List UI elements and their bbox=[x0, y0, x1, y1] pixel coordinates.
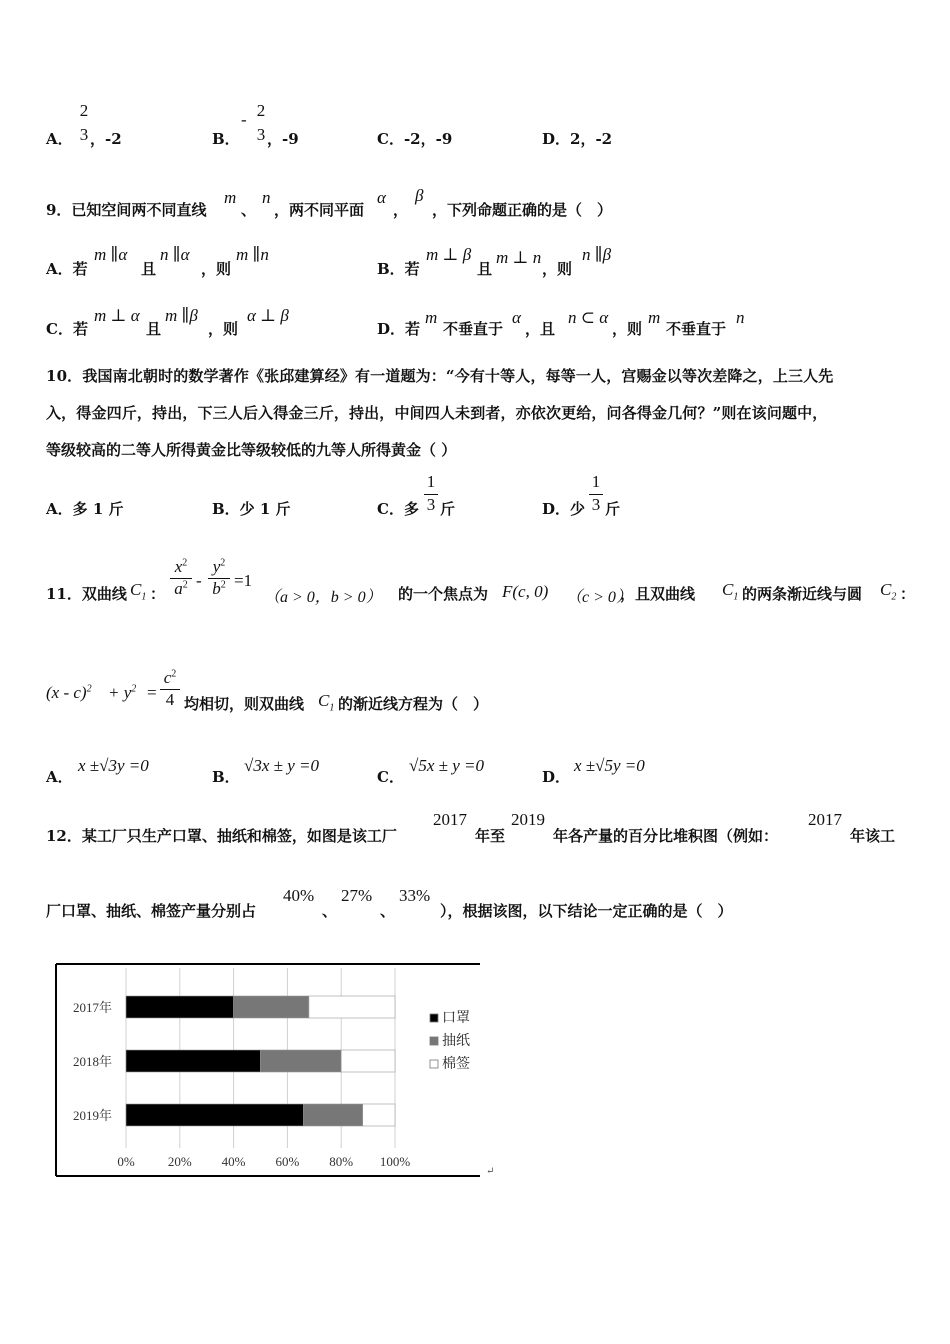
category-label: 2018年 bbox=[72, 1054, 112, 1069]
q9-d-label: D．若 bbox=[377, 320, 421, 338]
bar-segment bbox=[126, 996, 234, 1018]
q11-b-expr: √3x ± y =0 bbox=[244, 756, 319, 775]
q11-frac-y2b2: $\frac{y^2}{b^2}$ bbox=[208, 557, 230, 599]
q10-d-fraction bbox=[589, 472, 603, 515]
q8-b-fraction bbox=[254, 101, 268, 145]
x-tick-label: 40% bbox=[221, 1154, 246, 1169]
q11-eq2: = bbox=[147, 683, 157, 702]
q11-cond2: （c > 0） bbox=[566, 589, 632, 606]
chart-bars bbox=[126, 996, 395, 1126]
q12-l1d: 年该工 bbox=[850, 827, 896, 845]
q12-l1b: 年至 bbox=[475, 827, 506, 845]
q11-a-label: A． bbox=[46, 768, 73, 786]
x-tick-label: 0% bbox=[117, 1154, 135, 1169]
q9-d-t1: 不垂直于 bbox=[443, 320, 504, 338]
q11-b-label: B． bbox=[212, 768, 240, 786]
q9-b-and: 且 bbox=[477, 260, 493, 278]
q10-b: B．少 1 斤 bbox=[212, 500, 291, 518]
q11-text5: 的渐近线方程为（ ） bbox=[338, 695, 489, 713]
q12-y2017: 2017 bbox=[433, 810, 467, 829]
q10-d-unit: 斤 bbox=[605, 500, 621, 518]
bar-segment bbox=[126, 1104, 304, 1126]
q9-c-then: ，则 bbox=[208, 320, 239, 338]
q9-stem-2: ，两不同平面 bbox=[274, 201, 365, 219]
bar-segment bbox=[126, 1050, 261, 1072]
q9-d-c3: n ⊂ α bbox=[568, 308, 609, 327]
q9-c-c1: m ⊥ α bbox=[94, 306, 140, 325]
q9-b-c3: n ∥β bbox=[582, 245, 612, 264]
q11-text4: 均相切，则双曲线 bbox=[184, 695, 305, 713]
x-tick-label: 20% bbox=[167, 1154, 192, 1169]
bar-segment bbox=[341, 1050, 395, 1072]
q10-line3: 等级较高的二等人所得黄金比等级较低的九等人所得黄金（ ） bbox=[46, 441, 457, 459]
q12-p40: 40% bbox=[283, 886, 315, 905]
q12-l2b: ），根据该图，以下结论一定正确的是（ ） bbox=[440, 902, 733, 920]
q9-d-c4: m bbox=[648, 308, 661, 327]
q10-line1: 10．我国南北朝时的数学著作《张邱建算经》有一道题为：“今有十等人，每等一人，宫赐金以等次差降之，上三人先 bbox=[46, 367, 834, 385]
q11-c-label: C． bbox=[377, 768, 404, 786]
bar-segment bbox=[261, 1050, 342, 1072]
q12-l1a: 12．某工厂只生产口罩、抽纸和棉签，如图是该工厂 bbox=[46, 827, 397, 845]
category-label: 2019年 bbox=[72, 1108, 112, 1123]
q10-d-label: D．少 bbox=[542, 500, 586, 518]
q11-d-expr: x ±√5y =0 bbox=[574, 756, 645, 775]
q12-y2019: 2019 bbox=[511, 810, 545, 829]
legend-swatch bbox=[430, 1037, 438, 1045]
q11-c2: $C_2$ bbox=[880, 580, 897, 603]
q11-cond: （a > 0，b > 0） bbox=[264, 589, 382, 606]
stacked-bar-chart bbox=[50, 958, 500, 1183]
q10-c-label: C．多 bbox=[377, 500, 419, 518]
q9-c-c3: α ⊥ β bbox=[247, 306, 289, 325]
q9-d-c5: n bbox=[736, 308, 745, 327]
q9-d-c2: α bbox=[512, 308, 521, 327]
q12-l2a: 厂口罩、抽纸、棉签产量分别占 bbox=[46, 902, 257, 920]
q10-line2: 入，得金四斤，持出，下三人后入得金三斤，持出，中间四人未到者，亦依次更给，问各得金几何？”则在该问题中， bbox=[46, 404, 828, 422]
q9-c-c2: m ∥β bbox=[165, 306, 198, 325]
q9-d-t3: ，则 bbox=[612, 320, 643, 338]
q8-b-sign: - bbox=[241, 110, 247, 129]
x-tick-label: 100% bbox=[379, 1154, 411, 1169]
q9-a-label: A．若 bbox=[46, 260, 88, 278]
q12-l1c: 年各产量的百分比堆积图（例如： bbox=[553, 827, 779, 845]
x-tick-label: 60% bbox=[275, 1154, 300, 1169]
q8-b-rest: ，-9 bbox=[267, 130, 299, 148]
q11-c-expr: √5x ± y =0 bbox=[409, 756, 484, 775]
q10-c-num: 1 bbox=[426, 472, 436, 491]
legend-label: 棉签 bbox=[442, 1057, 470, 1072]
q8-b-den: 3 bbox=[256, 125, 266, 144]
q8-a-label: A． bbox=[46, 130, 73, 148]
chart-labels bbox=[73, 1000, 410, 1169]
q10-d-num: 1 bbox=[591, 472, 601, 491]
bar-segment bbox=[309, 996, 395, 1018]
q11-c1-b: $C_1$ bbox=[722, 580, 739, 603]
q9-n: n bbox=[262, 188, 271, 207]
q9-b-then: ，则 bbox=[542, 260, 573, 278]
q9-b-c1: m ⊥ β bbox=[426, 245, 472, 264]
q9-a-then: ，则 bbox=[201, 260, 232, 278]
q11-frac-x2a2: $\frac{x^2}{a^2}$ bbox=[170, 557, 192, 599]
q8-a-fraction bbox=[77, 101, 91, 145]
q11-label: 11．双曲线 bbox=[46, 585, 127, 603]
q11-circle-left: (x - c)$^2$ bbox=[46, 683, 92, 702]
q10-d-den: 3 bbox=[589, 494, 603, 515]
q8-a-num: 2 bbox=[79, 101, 89, 120]
q9-beta: β bbox=[415, 186, 424, 205]
q9-a-c2: n ∥α bbox=[160, 245, 190, 264]
q8-a-rest: ，-2 bbox=[90, 130, 122, 148]
q9-m: m bbox=[224, 188, 237, 207]
q11-focus-text: 的一个焦点为 bbox=[398, 585, 489, 603]
q9-stem-3: ，下列命题正确的是（ ） bbox=[432, 201, 613, 219]
q9-d-t2: ，且 bbox=[525, 320, 556, 338]
q9-alpha: α bbox=[377, 188, 386, 207]
q8-c: C．-2，-9 bbox=[377, 130, 453, 148]
q9-b-c2: m ⊥ n bbox=[496, 248, 542, 267]
q11-colon: ： bbox=[150, 585, 166, 603]
x-tick-label: 80% bbox=[329, 1154, 354, 1169]
legend-swatch bbox=[430, 1060, 438, 1068]
q11-eq1: =1 bbox=[234, 571, 253, 590]
q12-sep1: 、 bbox=[322, 902, 338, 920]
q11-text3: 的两条渐近线与圆 bbox=[742, 585, 863, 603]
bar-segment bbox=[363, 1104, 395, 1126]
q12-p27: 27% bbox=[341, 886, 373, 905]
q8-b-label: B． bbox=[212, 130, 240, 148]
q11-plus-y2: + $y^2$ bbox=[108, 683, 137, 702]
q9-d-t4: 不垂直于 bbox=[666, 320, 727, 338]
q9-comma: ， bbox=[393, 201, 409, 219]
q9-a-c1: m ∥α bbox=[94, 245, 128, 264]
q11-f: F(c, 0) bbox=[502, 582, 549, 601]
q8-d: D．2，-2 bbox=[542, 130, 613, 148]
q11-frac-c2-4: $\frac{c^2}{4}$ bbox=[160, 668, 180, 710]
q10-c-den: 3 bbox=[424, 494, 438, 515]
q9-c-label: C．若 bbox=[46, 320, 88, 338]
bar-segment bbox=[234, 996, 309, 1018]
q8-b-num: 2 bbox=[256, 101, 266, 120]
return-mark: ↵ bbox=[486, 1166, 495, 1177]
q9-a-c3: m ∥n bbox=[236, 245, 269, 264]
q9-b-label: B．若 bbox=[377, 260, 420, 278]
q11-text2: ，且双曲线 bbox=[620, 585, 696, 603]
q11-minus: - bbox=[196, 571, 202, 590]
q11-a-expr: x ±√3y =0 bbox=[78, 756, 149, 775]
q10-c-unit: 斤 bbox=[440, 500, 456, 518]
q9-stem-1: 9．已知空间两不同直线 bbox=[46, 201, 207, 219]
q11-c1: $C_1$ bbox=[130, 580, 147, 603]
q12-y2017b: 2017 bbox=[808, 810, 842, 829]
q10-a: A．多 1 斤 bbox=[46, 500, 124, 518]
q12-sep2: 、 bbox=[380, 902, 396, 920]
q12-p33: 33% bbox=[399, 886, 431, 905]
legend-label: 口罩 bbox=[442, 1011, 470, 1026]
q9-c-and: 且 bbox=[146, 320, 162, 338]
q11-d-label: D． bbox=[542, 768, 571, 786]
q9-a-and: 且 bbox=[141, 260, 157, 278]
legend-swatch bbox=[430, 1014, 438, 1022]
q9-d-c1: m bbox=[425, 308, 438, 327]
chart-legend bbox=[430, 1010, 470, 1072]
q8-a-den: 3 bbox=[79, 125, 89, 144]
category-label: 2017年 bbox=[72, 1000, 112, 1015]
q10-c-fraction bbox=[424, 472, 438, 515]
legend-label: 抽纸 bbox=[442, 1034, 470, 1049]
q11-colon2: ： bbox=[900, 585, 916, 603]
q11-c1-c: $C_1$ bbox=[318, 691, 335, 714]
q9-sep: 、 bbox=[241, 201, 257, 219]
bar-segment bbox=[304, 1104, 363, 1126]
